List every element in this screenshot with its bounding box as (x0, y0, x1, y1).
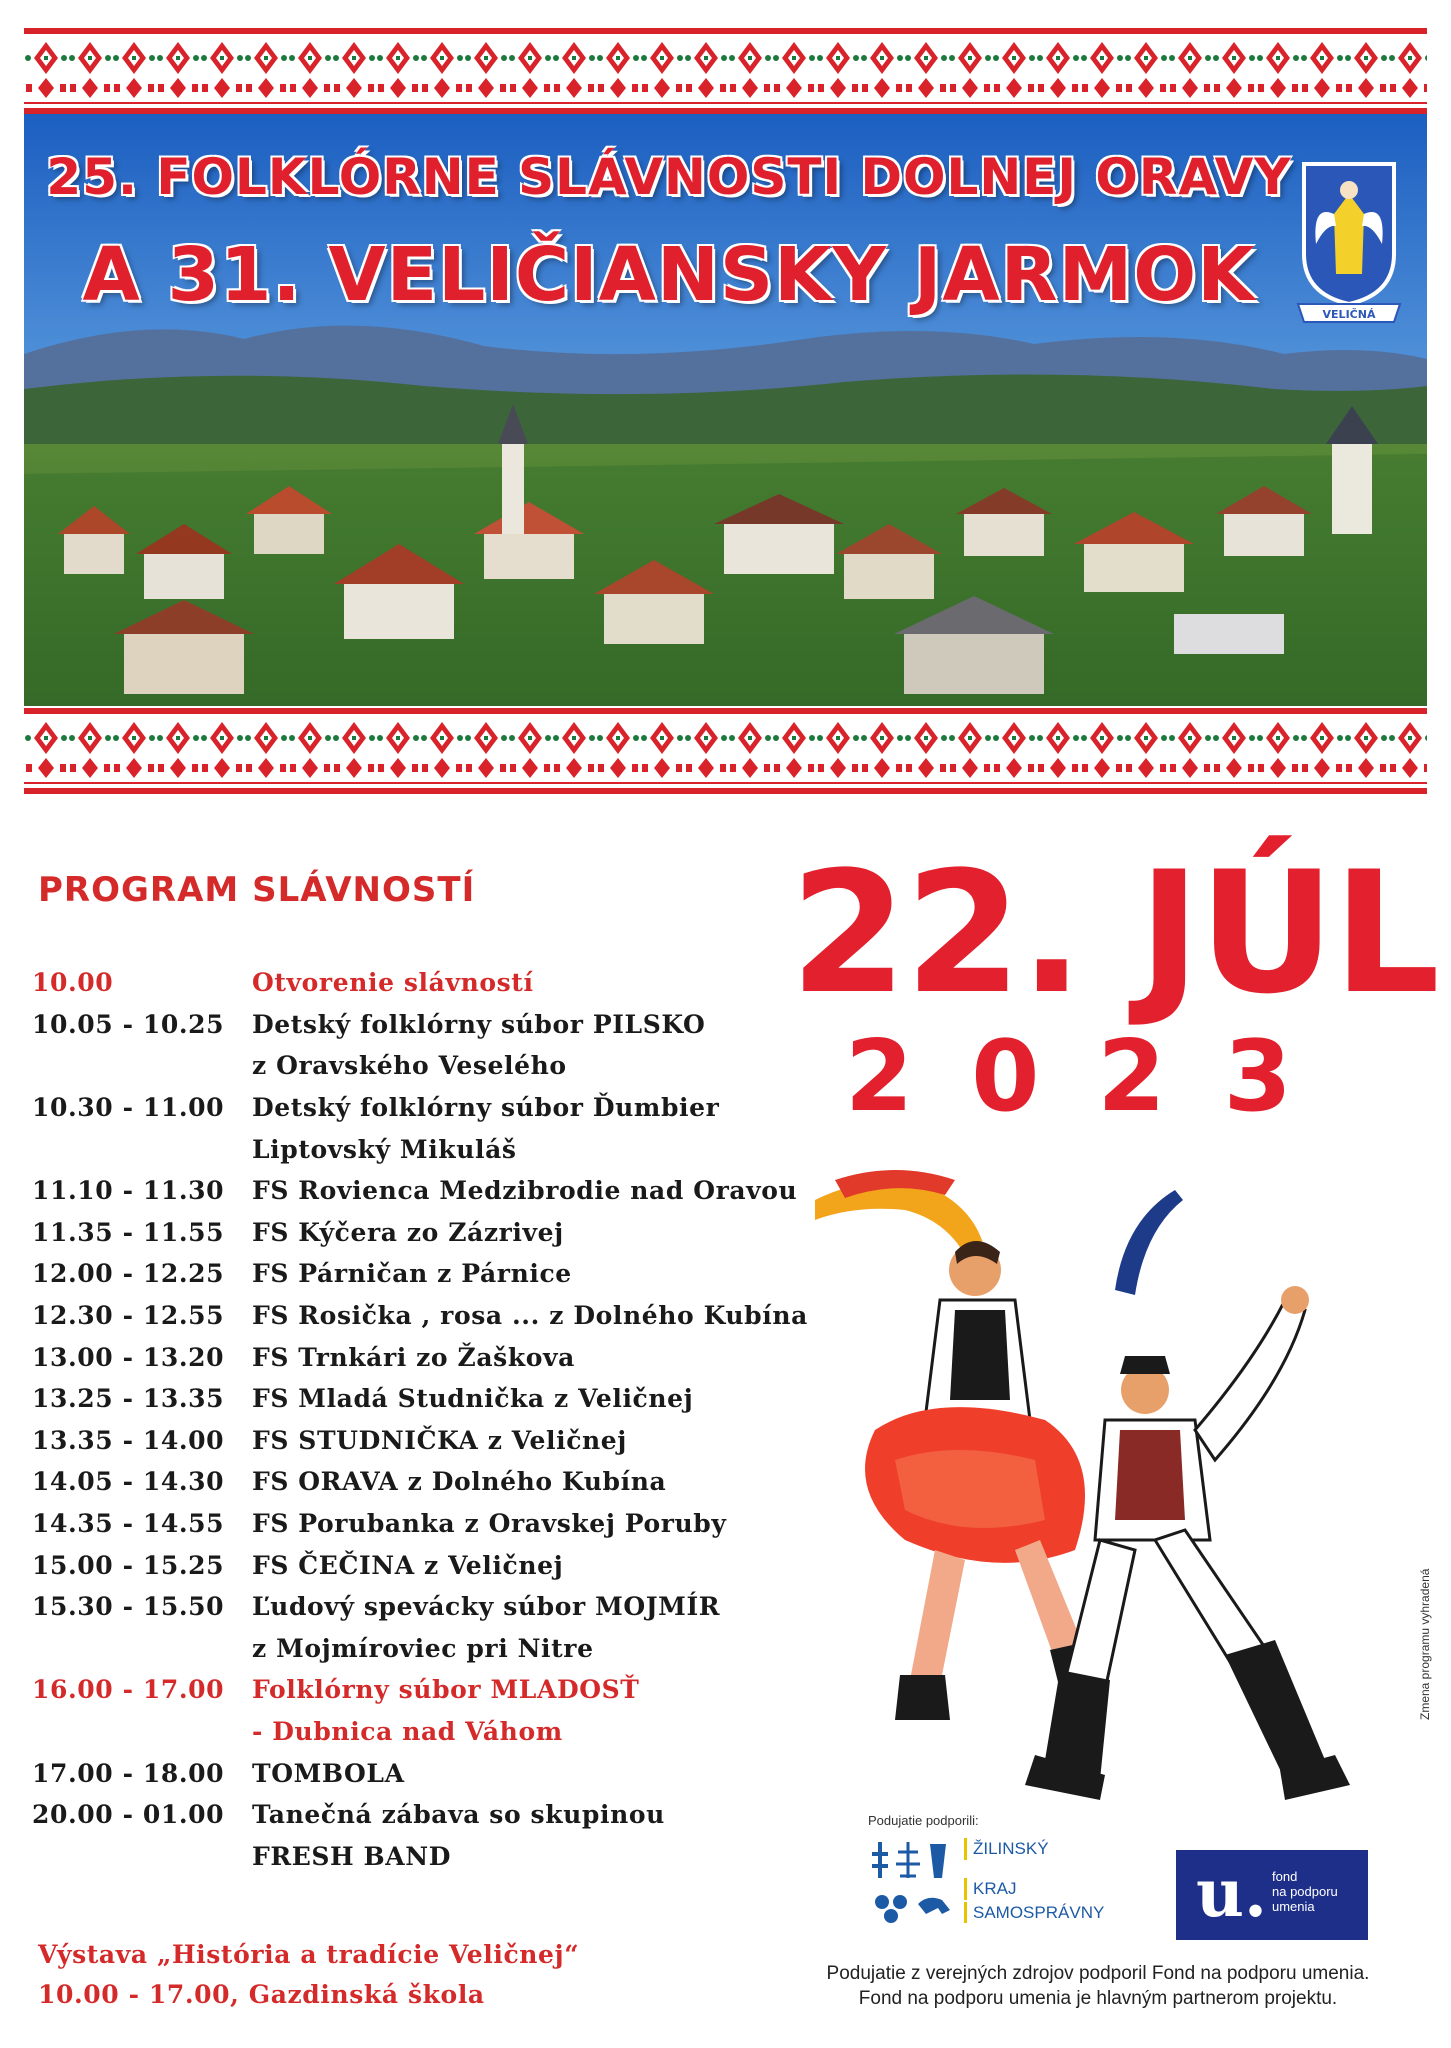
schedule-description: - Dubnica nad Váhom (252, 1716, 563, 1746)
schedule-time: 15.00 - 15.25 (32, 1550, 225, 1580)
schedule-row (32, 1420, 852, 1462)
crest-label: VELIČNÁ (1322, 308, 1376, 321)
schedule-row (32, 962, 852, 1004)
schedule-description: FS ČEČINA z Veličnej (252, 1550, 564, 1580)
zsk-line-2: KRAJ (964, 1878, 1104, 1900)
schedule-row (32, 1461, 852, 1503)
schedule-time: 13.25 - 13.35 (32, 1384, 225, 1414)
exhibition-time-place: 10.00 - 17.00, Gazdinská škola (38, 1980, 485, 2009)
schedule-description: FS ORAVA z Dolného Kubína (252, 1467, 667, 1497)
schedule-time: 13.00 - 13.20 (32, 1342, 225, 1372)
festival-title-line-2: A 31. VELIČIANSKY JARMOK (82, 232, 1256, 318)
hero-village-panorama (24, 114, 1427, 706)
schedule-row (32, 1045, 852, 1087)
schedule-row (32, 1752, 852, 1794)
schedule-row (32, 1669, 852, 1711)
fond-letter: u. (1196, 1854, 1267, 1932)
schedule-row (32, 1295, 852, 1337)
festival-title-line-1: 25. FOLKLÓRNE SLÁVNOSTI DOLNEJ ORAVY (46, 148, 1292, 206)
schedule-description: FS Porubanka z Oravskej Poruby (252, 1509, 727, 1539)
schedule-description: FS Rovienca Medzibrodie nad Oravou (252, 1176, 798, 1206)
fond-line-1: fond (1272, 1869, 1298, 1884)
program-heading: PROGRAM SLÁVNOSTÍ (38, 870, 476, 910)
schedule-time: 15.30 - 15.50 (32, 1592, 225, 1622)
schedule-time: 10.00 (32, 968, 114, 998)
schedule-time: 13.35 - 14.00 (32, 1425, 225, 1455)
folk-dancers-illustration (815, 1160, 1415, 1820)
exhibition-info (38, 1935, 579, 2015)
schedule-row (32, 1212, 852, 1254)
zsk-line-3: SAMOSPRÁVNY (964, 1902, 1104, 1924)
schedule-row (32, 1586, 852, 1628)
funding-note (768, 1962, 1428, 2011)
velicna-coat-of-arms (1294, 154, 1404, 329)
program-change-note: Zmena programu vyhradená (1418, 1568, 1432, 1720)
schedule-time: 14.05 - 14.30 (32, 1467, 225, 1497)
funding-note-line-1: Podujatie z verejných zdrojov podporil Fond na podporu umenia. (826, 1963, 1370, 1984)
schedule-description: FS Rosička , rosa ... z Dolného Kubína (252, 1301, 808, 1331)
zilinsky-kraj-logo (868, 1838, 1108, 1938)
schedule-description: FS Mladá Studnička z Veličnej (252, 1384, 694, 1414)
schedule-row (32, 1336, 852, 1378)
schedule-time: 12.00 - 12.25 (32, 1259, 225, 1289)
event-year: 2023 (845, 1020, 1350, 1134)
schedule-row (32, 1378, 852, 1420)
exhibition-title: Výstava „História a tradície Veličnej“ (38, 1940, 580, 1969)
folk-ornament-border-top (24, 28, 1427, 114)
schedule-description: z Oravského Veselého (252, 1051, 567, 1081)
schedule-description: Detský folklórny súbor PILSKO (252, 1009, 706, 1039)
event-date: 22. JÚL (790, 835, 1439, 1031)
folk-ornament-border-bottom (24, 708, 1427, 794)
schedule-row (32, 1128, 852, 1170)
schedule-row (32, 1087, 852, 1129)
fond-line-3: umenia (1272, 1898, 1315, 1914)
schedule-time: 11.35 - 11.55 (32, 1217, 225, 1247)
schedule-row (32, 1835, 852, 1877)
zsk-emblem-icon (868, 1838, 960, 1928)
schedule-time: 14.35 - 14.55 (32, 1509, 225, 1539)
schedule-time: 16.00 - 17.00 (32, 1675, 225, 1705)
schedule-row (32, 1544, 852, 1586)
schedule-row (32, 1794, 852, 1836)
schedule-description: Tanečná zábava so skupinou (252, 1800, 665, 1830)
zsk-line-1: ŽILINSKÝ (964, 1838, 1104, 1860)
program-schedule (32, 962, 852, 1877)
schedule-time: 20.00 - 01.00 (32, 1800, 225, 1830)
schedule-description: Liptovský Mikuláš (252, 1134, 517, 1164)
schedule-description: Ľudový spevácky súbor MOJMÍR (252, 1592, 721, 1622)
schedule-row (32, 1628, 852, 1670)
schedule-row (32, 1711, 852, 1753)
schedule-row (32, 1503, 852, 1545)
schedule-time: 12.30 - 12.55 (32, 1301, 225, 1331)
schedule-row (32, 1004, 852, 1046)
schedule-description: z Mojmíroviec pri Nitre (252, 1633, 594, 1663)
schedule-description: Otvorenie slávností (252, 968, 534, 998)
schedule-row (32, 1170, 852, 1212)
schedule-time: 10.05 - 10.25 (32, 1009, 225, 1039)
schedule-description: Folklórny súbor MLADOSŤ (252, 1675, 640, 1705)
schedule-time: 10.30 - 11.00 (32, 1093, 225, 1123)
sponsors-caption: Podujatie podporili: (868, 1813, 979, 1828)
fond-na-podporu-umenia-logo (1176, 1850, 1368, 1940)
schedule-row (32, 1253, 852, 1295)
funding-note-line-2: Fond na podporu umenia je hlavným partnerom projektu. (858, 1987, 1338, 2009)
schedule-time: 11.10 - 11.30 (32, 1176, 225, 1206)
schedule-description: FS Kýčera zo Zázrivej (252, 1217, 564, 1247)
schedule-description: FS STUDNIČKA z Veličnej (252, 1425, 627, 1455)
schedule-description: FS Trnkári zo Žaškova (252, 1342, 575, 1372)
schedule-description: Detský folklórny súbor Ďumbier (252, 1093, 720, 1123)
schedule-time: 17.00 - 18.00 (32, 1758, 225, 1788)
fond-line-2: na podporu (1272, 1883, 1338, 1899)
schedule-description: TOMBOLA (252, 1758, 405, 1788)
schedule-description: FRESH BAND (252, 1841, 452, 1871)
schedule-description: FS Párničan z Párnice (252, 1259, 572, 1289)
